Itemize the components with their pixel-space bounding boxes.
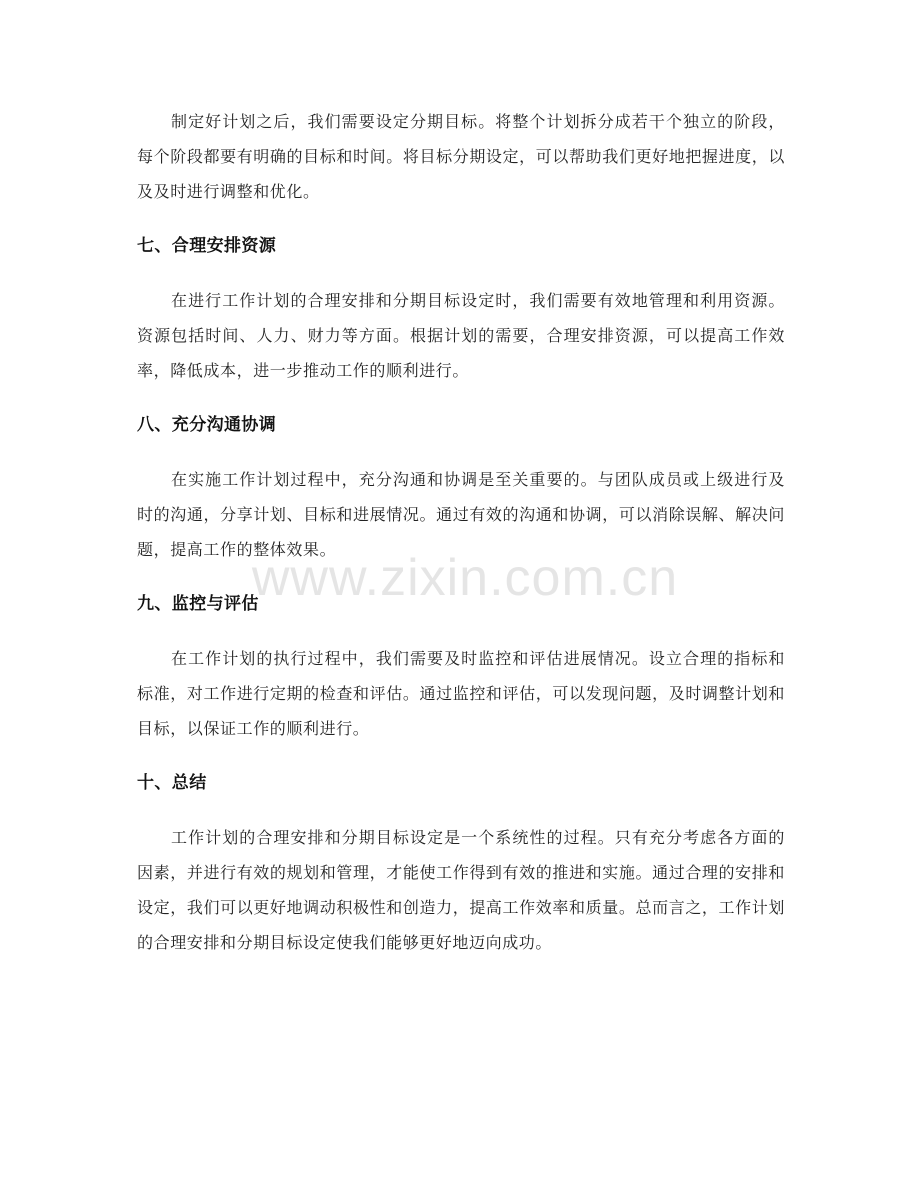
- paragraph-section-9: 在工作计划的执行过程中，我们需要及时监控和评估进展情况。设立合理的指标和标准，对工作进行定期的检查和评估。通过监控和评估，可以发现问题，及时调整计划和目标，以保证工作的顺利进行。: [137, 649, 785, 738]
- heading-section-8: 八、充分沟通协调: [137, 415, 277, 435]
- paragraph-section-8: 在实施工作计划过程中，充分沟通和协调是至关重要的。与团队成员或上级进行及时的沟通，分享计划、目标和进展情况。通过有效的沟通和协调，可以消除误解、解决问题，提高工作的整体效果。: [137, 470, 785, 559]
- paragraph-section-10: 工作计划的合理安排和分期目标设定是一个系统性的过程。只有充分考虑各方面的因素，并进行有效的规划和管理，才能使工作得到有效的推进和实施。通过合理的安排和设定，我们可以更好地调动积极性和创造力，提高工作效率和质量。总而言之，工作计划的合理安排和分期目标设定使我们能够更好地迈向成功。: [137, 828, 785, 952]
- paragraph-intro: 制定好计划之后，我们需要设定分期目标。将整个计划拆分成若干个独立的阶段，每个阶段都要有明确的目标和时间。将目标分期设定，可以帮助我们更好地把握进度，以及及时进行调整和优化。: [137, 112, 785, 201]
- paragraph-section-7: 在进行工作计划的合理安排和分期目标设定时，我们需要有效地管理和利用资源。资源包括时间、人力、财力等方面。根据计划的需要，合理安排资源，可以提高工作效率，降低成本，进一步推动工作的顺利进行。: [137, 291, 785, 380]
- heading-section-10: 十、总结: [137, 773, 207, 793]
- heading-section-9: 九、监控与评估: [137, 594, 259, 614]
- watermark: www.zixin.com.cn: [251, 549, 679, 607]
- heading-section-7: 七、合理安排资源: [137, 236, 277, 256]
- document-body: [137, 104, 785, 960]
